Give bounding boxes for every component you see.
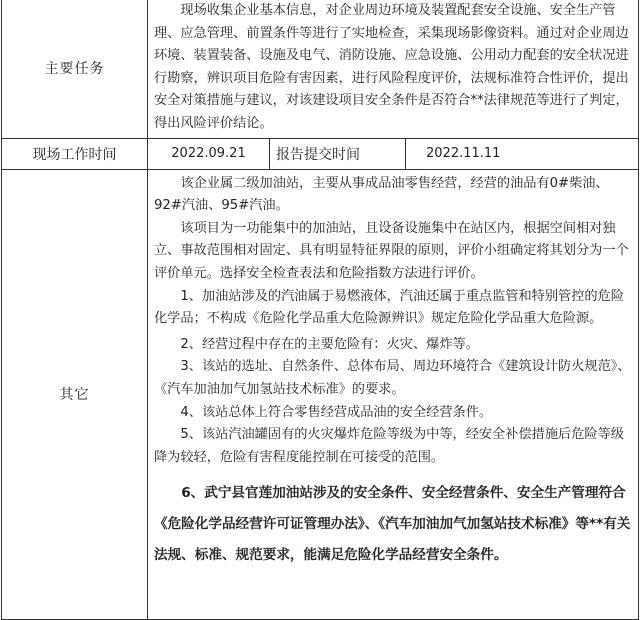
report-summary-table (1, 0, 639, 620)
other-paragraph: 5、该站汽油罐固有的火灾爆炸危险等级为中等，经安全补偿措施后危险等级降为较轻，危险有害程度能控制在可接受的范围。 (154, 427, 624, 465)
main-task-label: 主要任务 (2, 0, 148, 138)
report-time-value: 2022.11.11 (406, 138, 639, 169)
other-row (2, 169, 639, 619)
other-paragraph: 1、加油站涉及的汽油属于易燃液体，汽油还属于重点监管和特别管控的危险化学品；不构成《危险化学品重大危险源辨识》规定危险化学品重大危险源。 (154, 288, 624, 327)
other-paragraph: 3、该站的选址、自然条件、总体布局、周边环境符合《建筑设计防火规范》、《汽车加油加气加氢站技术标准》的要求。 (154, 359, 631, 397)
other-label: 其它 (2, 169, 148, 619)
main-task-text: 现场收集企业基本信息，对企业周边环境及装置配套安全设施、安全生产管理、应急管理、前置条件等进行了实地检查，采集现场影像资料。通过对企业周边环境、装置装备、设施及电气、消防设施、应急设施、公用动力配套的安全状况进行勘察，辨识项目危险有害因素，进行风险程度评价，法规标准符合性评价，提出安全对策措施与建议，对该建设项目安全条件是否符合**法律规范等进行了判定，得出风险评价结论。 (154, 3, 629, 131)
schedule-row (2, 138, 639, 169)
other-cell (148, 169, 639, 619)
onsite-time-label: 现场工作时间 (2, 138, 148, 169)
main-task-cell (148, 0, 639, 138)
onsite-time-value: 2022.09.21 (148, 138, 270, 169)
other-paragraph: 该企业属二级加油站，主要从事成品油零售经营，经营的油品有0#柴油、92#汽油、95#汽油。 (154, 175, 609, 214)
other-paragraph: 2、经营过程中存在的主要危险有：火灾、爆炸等。 (180, 336, 479, 352)
conclusion-paragraph: 6、武宁县官莲加油站涉及的安全条件、安全经营条件、安全生产管理符合《危险化学品经营许可证管理办法》、《汽车加油加气加氢站技术标准》等**有关法规、标准、规范要求，能满足危险化学品经营安全条件。 (154, 485, 631, 564)
report-time-label: 报告提交时间 (270, 138, 406, 169)
other-paragraph: 该项目为一功能集中的加油站，且设备设施集中在站区内，根据空间相对独立、事故范围相对固定、具有明显特征界限的原则，评价小组确定将其划分为一个评价单元。选择安全检查表法和危险指数方法进行评价。 (154, 220, 629, 281)
other-paragraph: 4、该站总体上符合零售经营成品油的安全经营条件。 (180, 404, 493, 420)
main-task-row (2, 0, 639, 138)
